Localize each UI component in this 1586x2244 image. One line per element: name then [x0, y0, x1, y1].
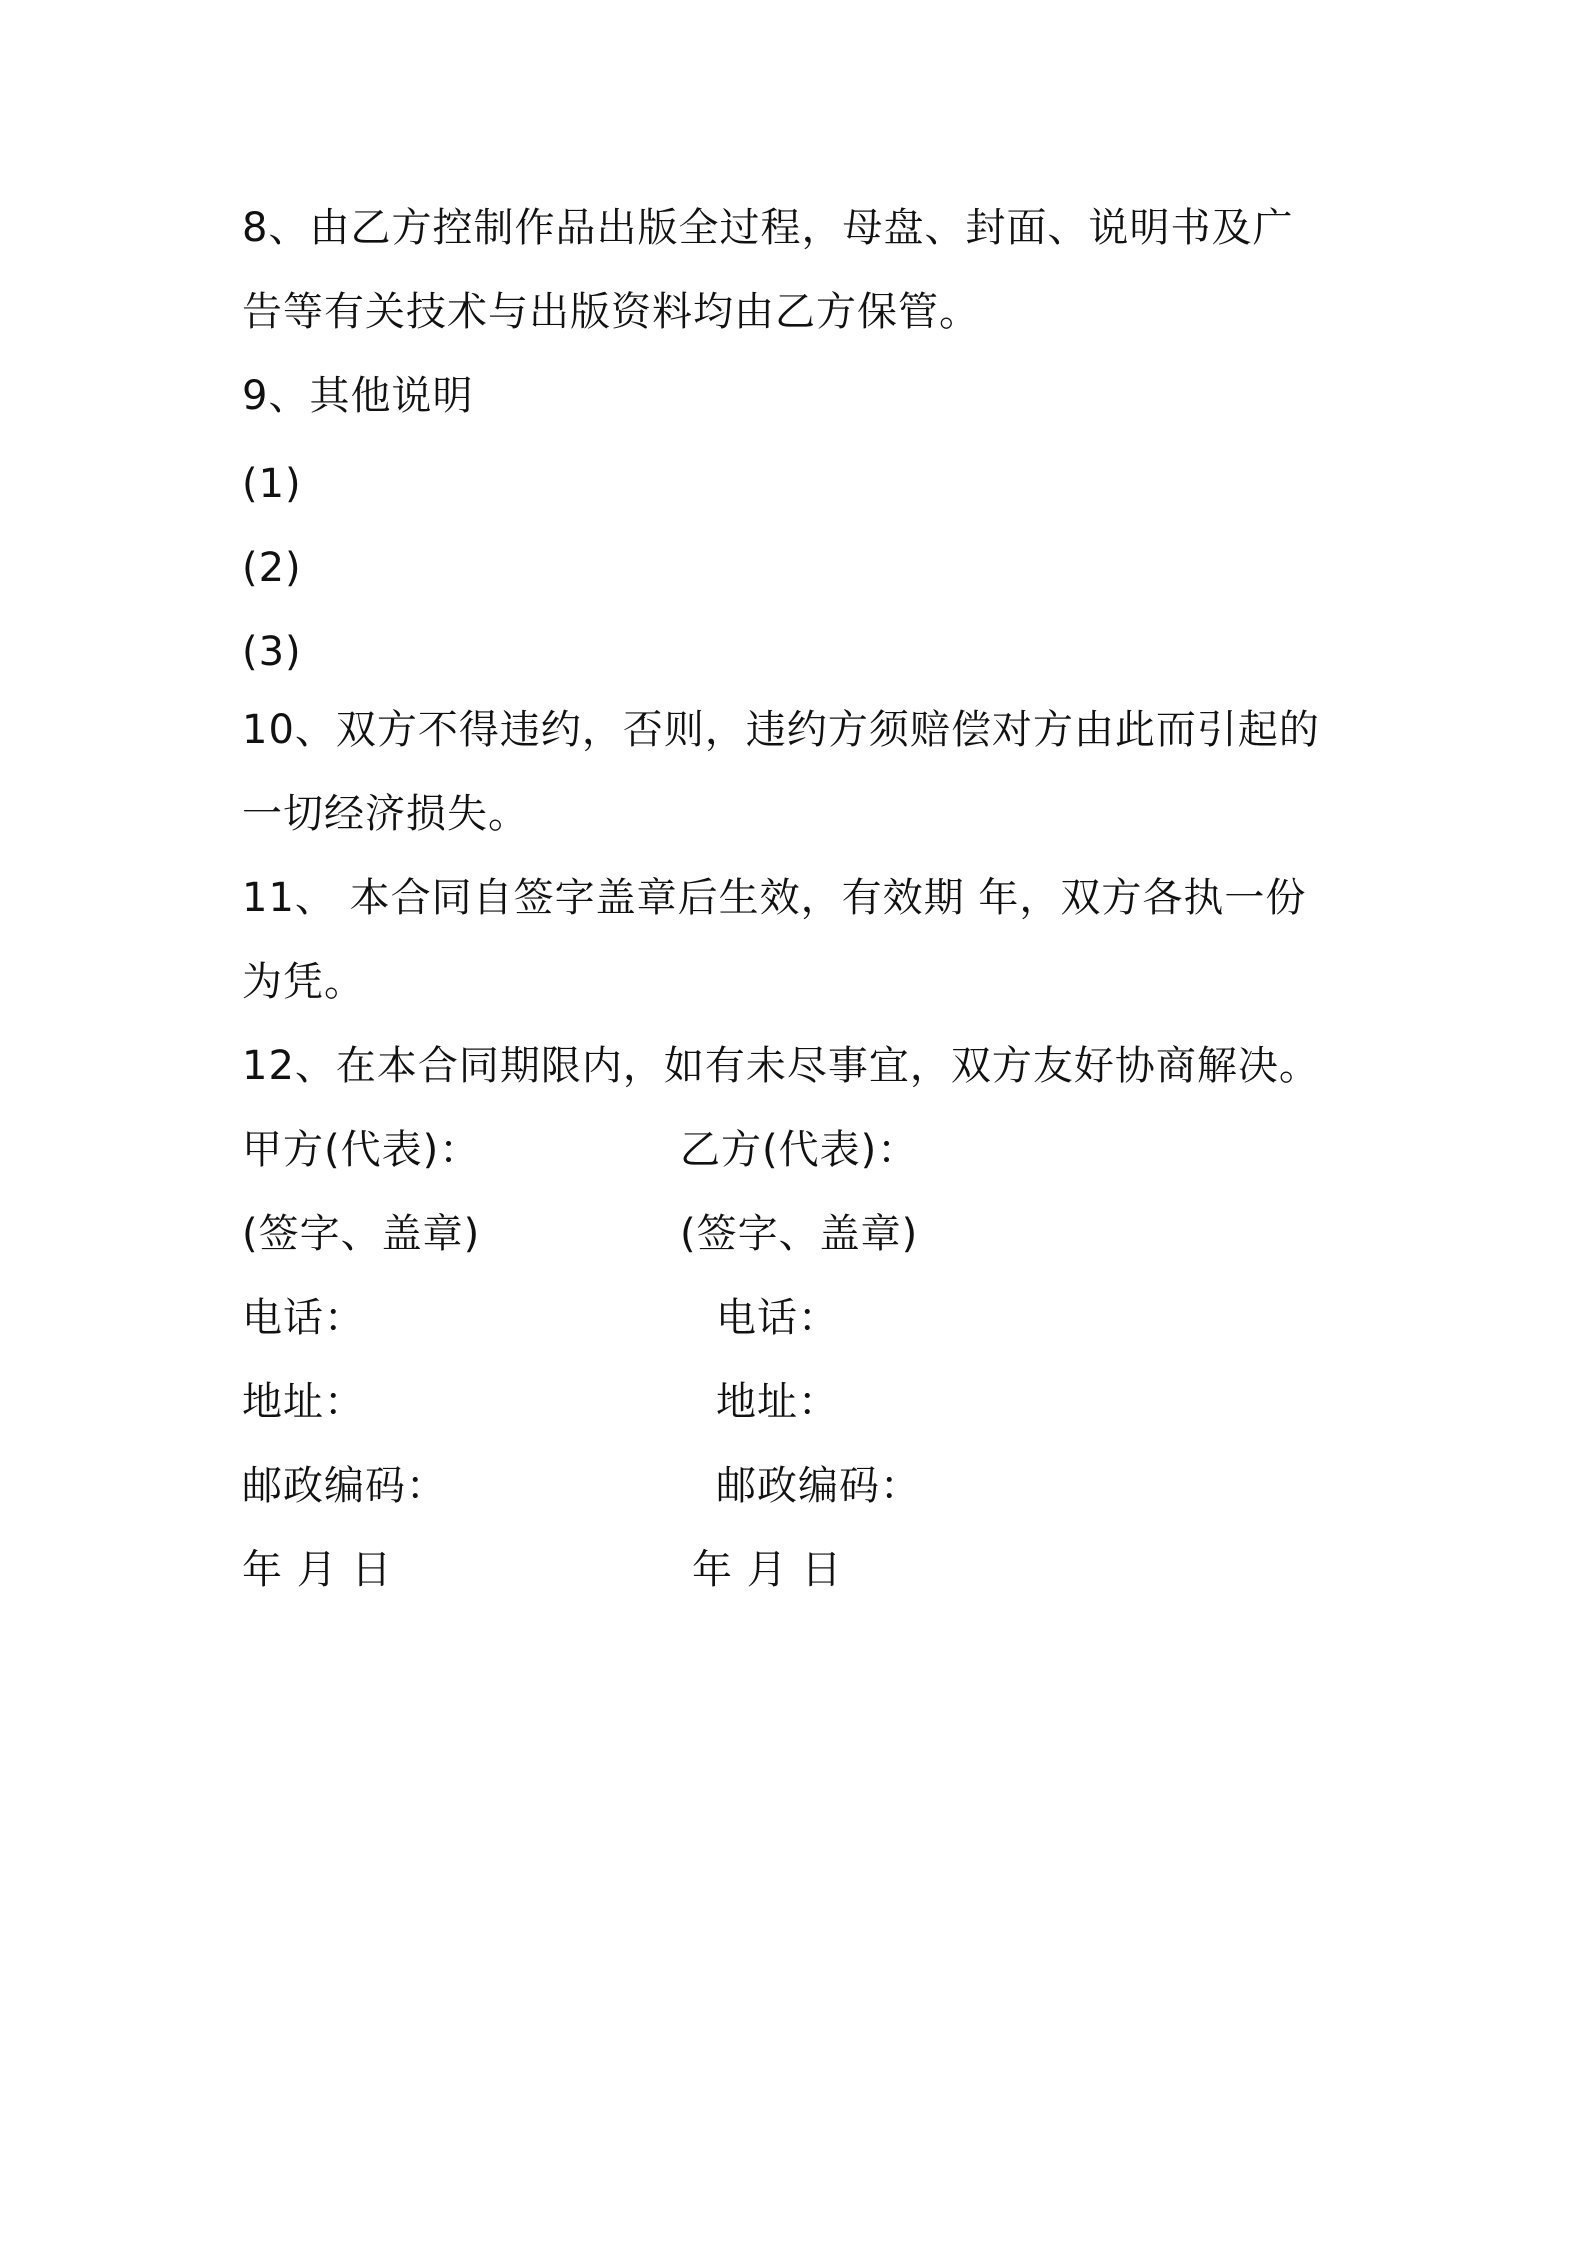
- clause-9-item-3: (3): [242, 629, 302, 675]
- clause-12: 12、在本合同期限内，如有未尽事宜，双方友好协商解决。: [242, 1043, 1320, 1089]
- party-a-sign-seal: (签字、盖章): [242, 1211, 481, 1257]
- clause-10-line-1: 10、双方不得违约，否则，违约方须赔偿对方由此而引起的: [242, 707, 1320, 753]
- clause-11-line-2: 为凭。: [242, 959, 365, 1005]
- party-a-representative: 甲方(代表)：: [242, 1127, 481, 1173]
- clause-8-line-2: 告等有关技术与出版资料均由乙方保管。: [242, 289, 980, 335]
- party-b-sign-seal: (签字、盖章): [680, 1211, 919, 1257]
- clause-9-item-1: (1): [242, 461, 302, 507]
- party-b-postcode: 邮政编码：: [716, 1463, 921, 1509]
- clause-10-line-2: 一切经济损失。: [242, 791, 529, 837]
- party-a-date: 年 月 日: [242, 1547, 393, 1593]
- clause-11-line-1: 11、 本合同自签字盖章后生效，有效期 年，双方各执一份: [242, 875, 1307, 921]
- party-b-representative: 乙方(代表)：: [680, 1127, 919, 1173]
- clause-9-item-2: (2): [242, 545, 302, 591]
- party-a-phone: 电话：: [242, 1295, 365, 1341]
- party-a-postcode: 邮政编码：: [242, 1463, 447, 1509]
- party-b-address: 地址：: [716, 1379, 839, 1425]
- party-b-date: 年 月 日: [692, 1547, 843, 1593]
- party-b-phone: 电话：: [716, 1295, 839, 1341]
- clause-8-line-1: 8、由乙方控制作品出版全过程，母盘、封面、说明书及广: [242, 205, 1294, 251]
- clause-9-heading: 9、其他说明: [242, 373, 474, 419]
- party-a-address: 地址：: [242, 1379, 365, 1425]
